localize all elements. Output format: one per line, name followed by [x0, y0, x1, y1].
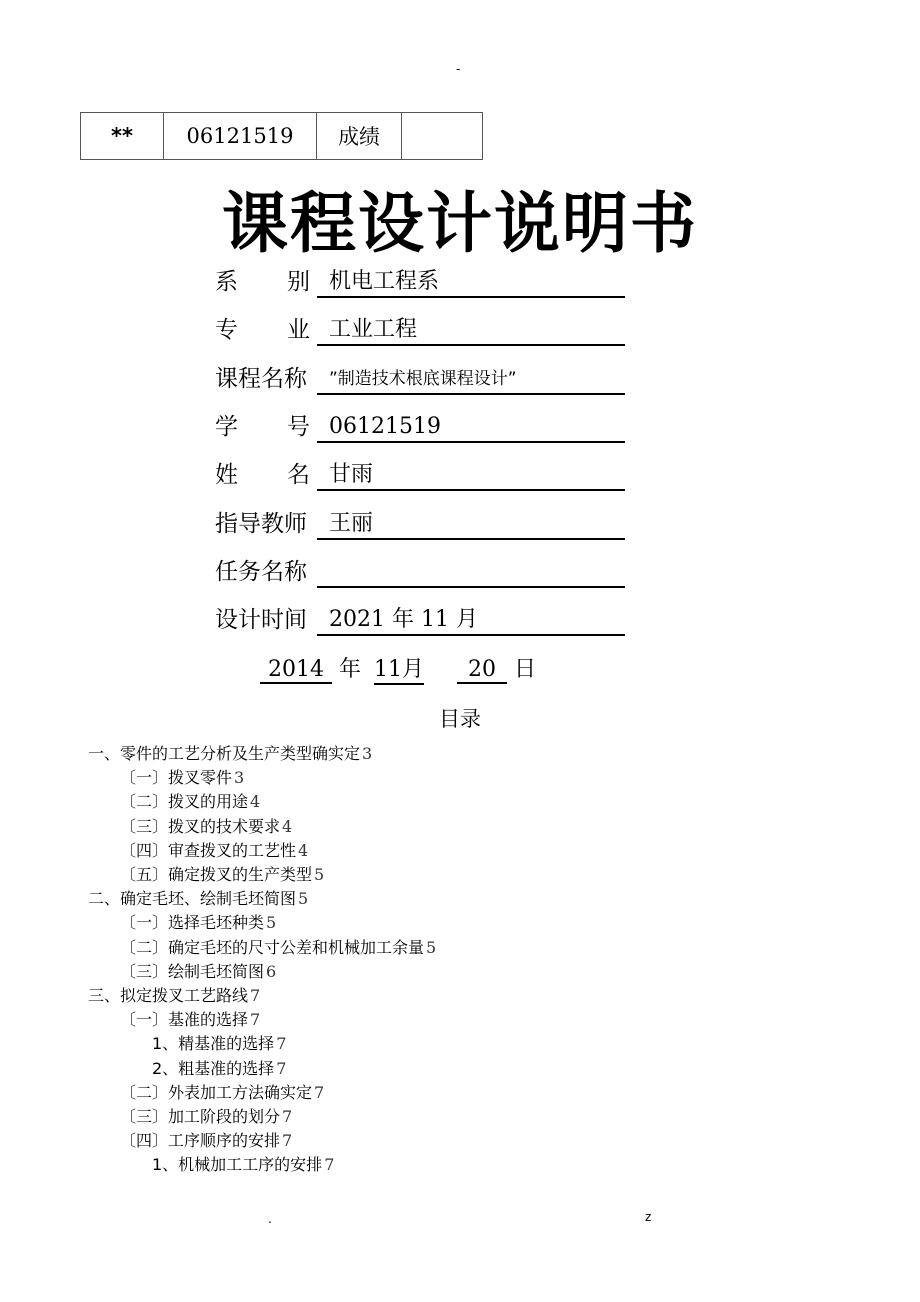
form-label-part: 姓	[215, 462, 238, 489]
toc-item[interactable]	[152, 1056, 286, 1079]
toc-item-text: 三、拟定拨叉工艺路线	[88, 986, 249, 1005]
toc-item-page: 7	[250, 1010, 261, 1030]
toc-item-page: 6	[266, 961, 277, 981]
toc-item-text: 〔四〕工序顺序的安排	[120, 1131, 281, 1151]
toc-item-text: 〔三〕加工阶段的划分	[120, 1107, 281, 1126]
form-label-part: 别	[287, 269, 310, 295]
toc-item-page: 4	[282, 816, 293, 836]
toc-item-text: 〔五〕确定拨叉的生产类型	[120, 865, 313, 884]
toc-item[interactable]	[120, 935, 436, 958]
toc-item[interactable]	[120, 1080, 324, 1103]
date-line	[260, 652, 536, 685]
form-label-part: 业	[287, 317, 310, 344]
form-label	[215, 505, 307, 538]
toc-item[interactable]	[152, 1152, 334, 1175]
form-label-part: 学	[215, 413, 238, 440]
form-label-part: 任务名称	[215, 558, 307, 585]
score-label-cell: 成绩	[317, 113, 402, 160]
form-value: 机电工程系	[317, 266, 625, 298]
toc-item-text: 〔三〕拨叉的技术要求	[120, 816, 281, 836]
info-table	[80, 112, 483, 160]
form-label-part: 专	[215, 317, 238, 344]
toc-item-page: 7	[314, 1082, 325, 1102]
form-row	[215, 264, 625, 298]
form-label	[215, 408, 310, 441]
footer-left: .	[268, 1212, 272, 1226]
toc-item-text: 〔二〕拨叉的用途	[120, 792, 249, 812]
form-value: 2021 年 11 月	[317, 604, 625, 636]
form-label-part: 指导教师	[215, 510, 307, 537]
toc-item[interactable]	[88, 983, 260, 1006]
toc-item-page: 4	[250, 792, 261, 812]
form-label	[215, 553, 307, 586]
date-month: 11月	[374, 652, 424, 685]
date-year: 2014	[260, 657, 332, 684]
toc-item-text: 〔一〕基准的选择	[120, 1010, 249, 1030]
toc-item[interactable]	[120, 959, 276, 982]
toc-item[interactable]	[120, 1128, 292, 1151]
footer-right: z	[645, 1210, 652, 1224]
toc-item-page: 5	[314, 865, 325, 884]
toc-item-text: 〔二〕外表加工方法确实定	[120, 1082, 313, 1102]
form-row	[215, 361, 625, 395]
form-label	[215, 456, 310, 489]
toc-item-text: 1、精基准的选择	[152, 1034, 275, 1054]
toc-item-text: 〔一〕选择毛坯种类	[120, 913, 265, 933]
score-cell	[402, 113, 483, 160]
toc-item-page: 7	[250, 986, 261, 1005]
toc-item[interactable]	[88, 886, 308, 909]
form-label	[215, 360, 307, 393]
date-year-unit: 年	[339, 657, 362, 682]
form-row	[215, 409, 625, 443]
toc-item-page: 4	[298, 840, 309, 860]
toc-item[interactable]	[120, 1104, 292, 1127]
toc-item[interactable]	[152, 1031, 286, 1054]
header-mark: -	[456, 62, 461, 76]
toc-item-page: 7	[276, 1058, 287, 1078]
form-label-part: 名	[287, 462, 310, 489]
toc-item-page: 7	[276, 1034, 287, 1054]
toc-item-page: 3	[362, 744, 373, 763]
toc-item-page: 7	[282, 1107, 293, 1126]
document-title: 课程设计说明书	[222, 185, 698, 262]
toc-item-page: 5	[426, 937, 437, 957]
form-label-part: 系	[215, 269, 238, 295]
form-label-part: 设计时间	[215, 607, 307, 634]
toc-item[interactable]	[120, 862, 324, 885]
form-row	[215, 506, 625, 540]
toc-item-page: 3	[234, 768, 245, 788]
toc-item[interactable]	[120, 814, 292, 837]
toc-item-text: 1、机械加工工序的安排	[152, 1155, 323, 1175]
toc-item[interactable]	[120, 789, 260, 812]
date-day-unit: 日	[514, 657, 537, 682]
date-day: 20	[457, 657, 507, 684]
form-value: 甘雨	[317, 459, 625, 491]
toc-item[interactable]	[120, 765, 244, 788]
form-value: 王丽	[317, 508, 625, 540]
toc-item[interactable]	[120, 838, 308, 861]
toc-item-text: 二、确定毛坯、绘制毛坯简图	[88, 889, 297, 909]
form-row	[215, 312, 625, 346]
form-value	[317, 556, 625, 588]
toc-item-text: 〔三〕绘制毛坯简图	[120, 961, 265, 981]
form-value: ”制造技术根底课程设计”	[317, 363, 625, 395]
form-label	[215, 601, 307, 634]
toc-item-page: 5	[298, 889, 309, 909]
form-label-part: 号	[287, 413, 310, 440]
toc-item-text: 〔一〕拨叉零件	[120, 768, 233, 788]
student-id-cell: 06121519	[164, 113, 317, 160]
toc-item-text: 2、粗基准的选择	[152, 1058, 275, 1078]
form-value: 工业工程	[317, 314, 625, 346]
form-label-part: 课程名称	[215, 365, 307, 392]
student-name-cell: **	[81, 113, 164, 160]
toc-item-page: 7	[282, 1131, 293, 1151]
form-label	[215, 263, 310, 296]
form-value: 06121519	[317, 411, 625, 443]
form-label	[215, 311, 310, 344]
toc-title: 目录	[439, 707, 481, 731]
toc-item-page: 7	[324, 1155, 335, 1175]
toc-item[interactable]	[120, 910, 276, 933]
toc-item[interactable]	[120, 1007, 260, 1030]
form-row	[215, 457, 625, 491]
toc-item[interactable]	[88, 741, 372, 764]
toc-item-text: 〔二〕确定毛坯的尺寸公差和机械加工余量	[120, 937, 425, 957]
toc-item-page: 5	[266, 913, 277, 933]
toc-item-text: 一、零件的工艺分析及生产类型确实定	[88, 744, 361, 763]
form-row	[215, 602, 625, 636]
form-row	[215, 554, 625, 588]
toc-item-text: 〔四〕审查拨叉的工艺性	[120, 840, 297, 860]
